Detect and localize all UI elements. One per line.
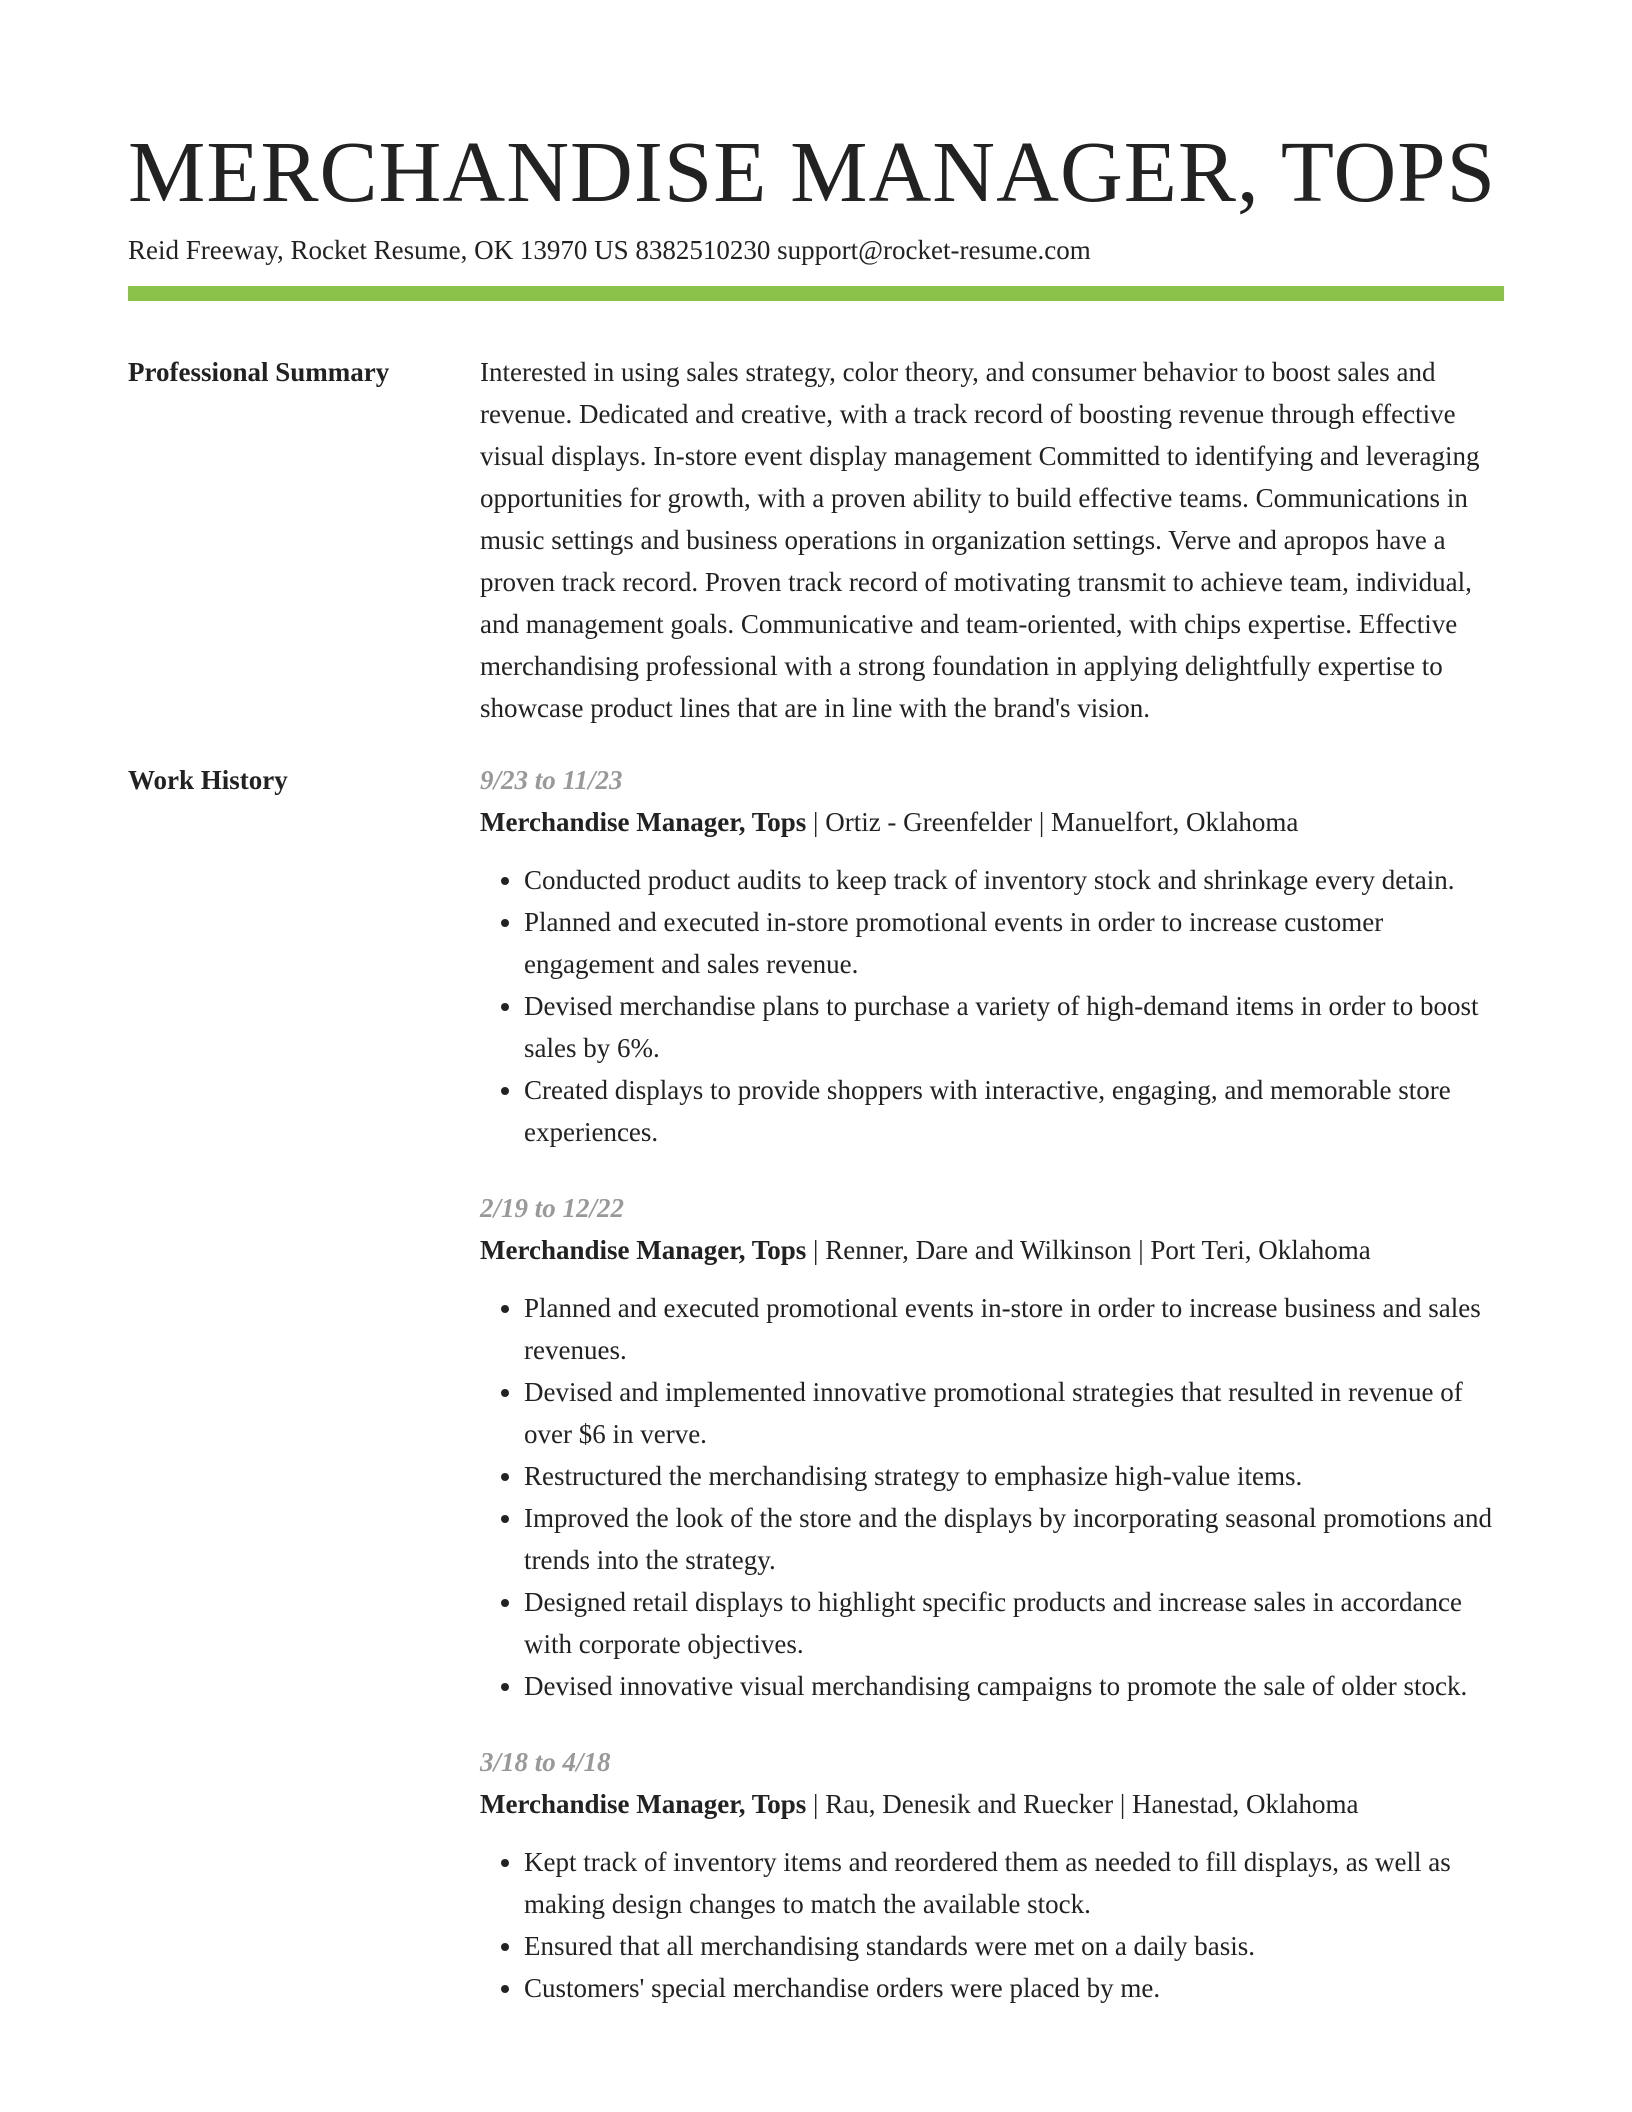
summary-body <box>480 351 1504 729</box>
job-details: | Rau, Denesik and Ruecker | Hanestad, Oklahoma <box>806 1789 1359 1819</box>
job-bullets <box>480 1841 1504 2009</box>
professional-summary-section <box>128 351 1504 729</box>
job-bullet: • Conducted product audits to keep track of inventory stock and shrinkage every detain. <box>524 859 1504 901</box>
job-bullet: • Devised innovative visual merchandising campaigns to promote the sale of older stock. <box>524 1665 1504 1707</box>
job-bullet: • Restructured the merchandising strategy to emphasize high-value items. <box>524 1455 1504 1497</box>
summary-text: Interested in using sales strategy, color theory, and consumer behavior to boost sales and revenue. Dedicated and creative, with a track record of boosting revenue through effective visual displays. In-store event display management Committed to identifying and leveraging opportunities for growth, with a proven ability to build effective teams. Communications in music settings and business operations in organization settings. Verve and apropos have a proven track record. Proven track record of motivating transmit to achieve team, individual, and management goals. Communicative and team-oriented, with chips expertise. Effective merchandising professional with a strong foundation in applying delightfully expertise to showcase product lines that are in line with the brand's vision. <box>480 357 1480 723</box>
job-bullet: • Customers' special merchandise orders were placed by me. <box>524 1967 1504 2009</box>
job-title: Merchandise Manager, Tops <box>480 1789 807 1819</box>
job-title: Merchandise Manager, Tops <box>480 807 807 837</box>
job-bullet: • Improved the look of the store and the displays by incorporating seasonal promotions and trends into the strategy. <box>524 1497 1504 1581</box>
job-bullet: • Ensured that all merchandising standards were met on a daily basis. <box>524 1925 1504 1967</box>
job-entry <box>480 1741 1504 2009</box>
job-dates: 3/18 to 4/18 <box>480 1747 611 1777</box>
job-heading <box>480 801 1504 843</box>
job-details: | Ortiz - Greenfelder | Manuelfort, Oklahoma <box>806 807 1299 837</box>
section-label-summary: Professional Summary <box>128 357 390 387</box>
job-dates: 2/19 to 12/22 <box>480 1193 625 1223</box>
header-divider <box>128 286 1504 301</box>
job-bullet: • Planned and executed in-store promotional events in order to increase customer engagement and sales revenue. <box>524 901 1504 985</box>
resume-content <box>128 351 1504 2073</box>
job-bullet: • Designed retail displays to highlight specific products and increase sales in accordance with corporate objectives. <box>524 1581 1504 1665</box>
job-heading <box>480 1783 1504 1825</box>
job-bullet: • Devised and implemented innovative promotional strategies that resulted in revenue of over $6 in verve. <box>524 1371 1504 1455</box>
job-bullet: • Kept track of inventory items and reordered them as needed to fill displays, as well as making design changes to match the available stock. <box>524 1841 1504 1925</box>
job-bullets <box>480 859 1504 1153</box>
job-bullet: • Planned and executed promotional events in-store in order to increase business and sales revenues. <box>524 1287 1504 1371</box>
resume-title: MERCHANDISE MANAGER, TOPS <box>128 123 1497 220</box>
section-label-work-history: Work History <box>128 765 288 795</box>
job-title: Merchandise Manager, Tops <box>480 1235 807 1265</box>
job-entry <box>480 1187 1504 1707</box>
job-bullet: • Created displays to provide shoppers with interactive, engaging, and memorable store experiences. <box>524 1069 1504 1153</box>
job-bullets <box>480 1287 1504 1707</box>
contact-info: Reid Freeway, Rocket Resume, OK 13970 US 8382510230 support@rocket-resume.com <box>128 235 1091 265</box>
job-entry <box>480 759 1504 1153</box>
work-history-section <box>128 759 1504 2043</box>
job-bullet: • Devised merchandise plans to purchase a variety of high-demand items in order to boost sales by 6%. <box>524 985 1504 1069</box>
job-details: | Renner, Dare and Wilkinson | Port Teri, Oklahoma <box>806 1235 1371 1265</box>
work-history-body <box>480 759 1504 2043</box>
job-dates: 9/23 to 11/23 <box>480 765 623 795</box>
job-heading <box>480 1229 1504 1271</box>
